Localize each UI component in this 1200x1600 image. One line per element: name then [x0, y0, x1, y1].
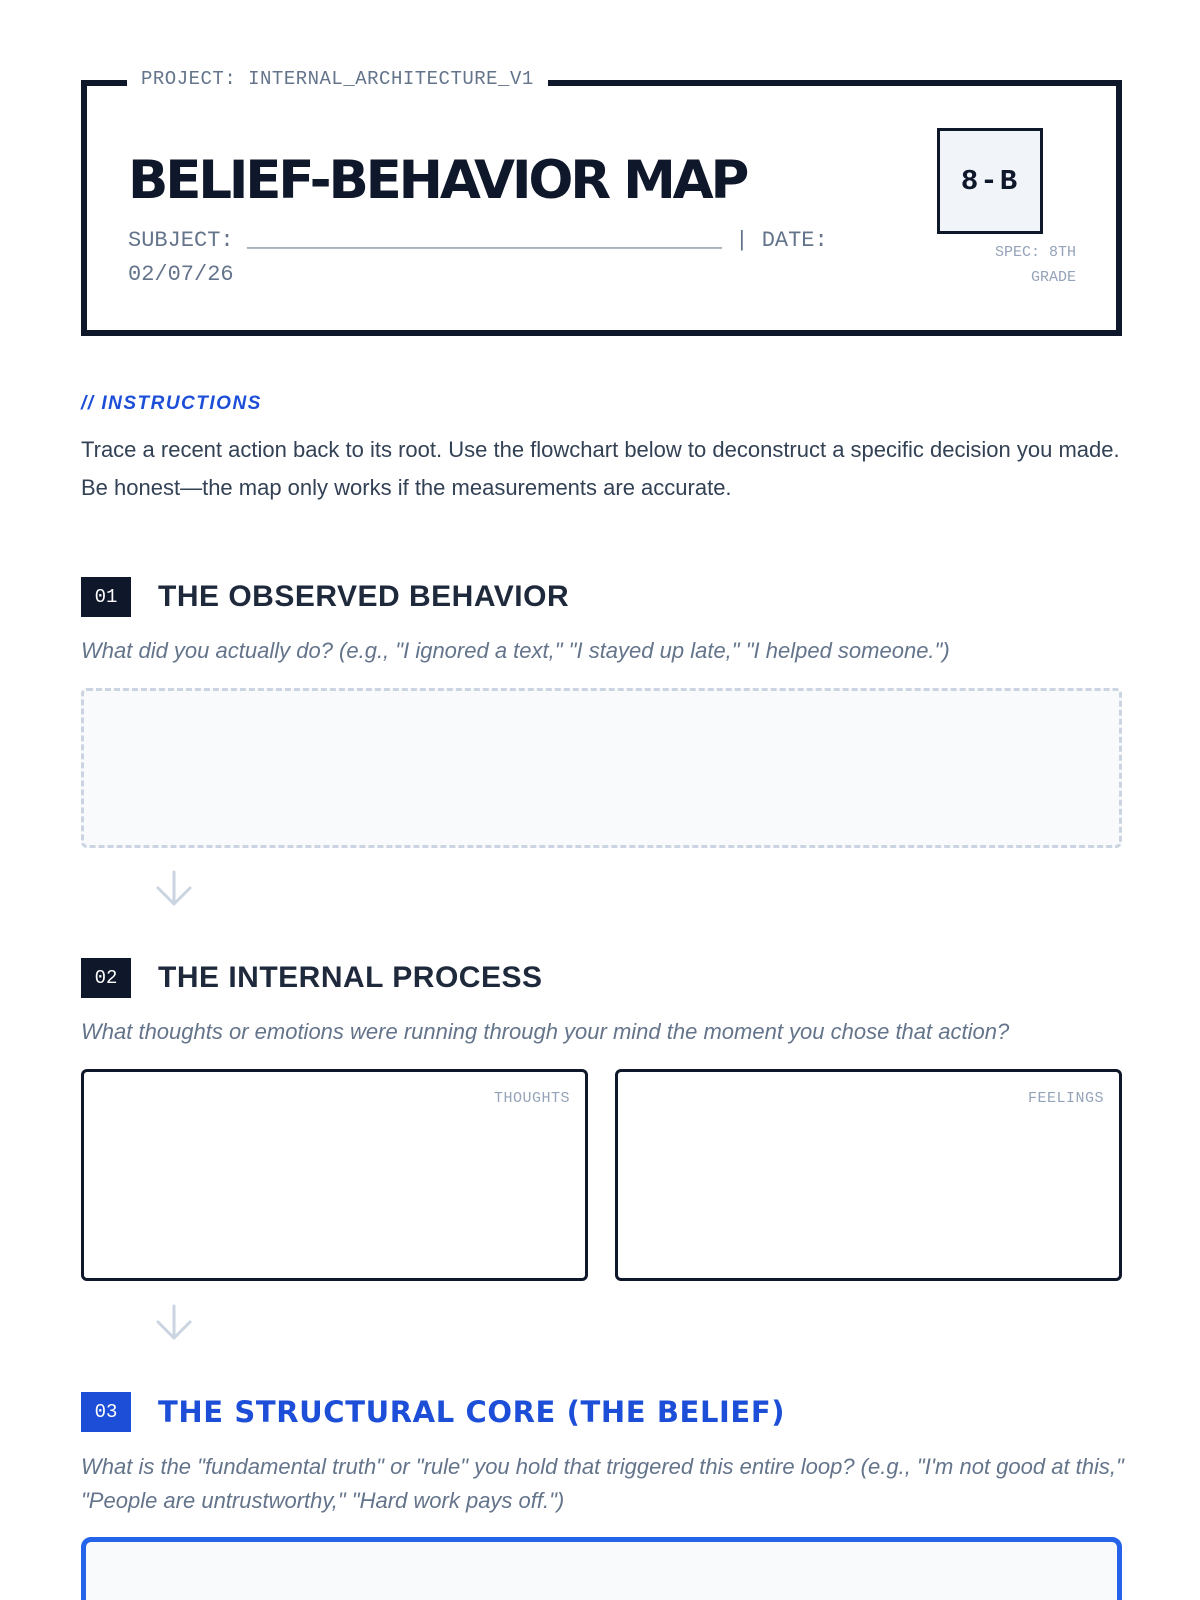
grade-badge: 8-B	[937, 128, 1043, 234]
step-number-03: 03	[81, 1392, 131, 1432]
step-prompt-01: What did you actually do? (e.g., "I ignored a text," "I stayed up late," "I helped someone.")	[81, 638, 950, 663]
behavior-answer-box[interactable]	[81, 688, 1122, 848]
feelings-answer-box[interactable]	[615, 1069, 1122, 1281]
feelings-label: FEELINGS	[1027, 1090, 1104, 1107]
thoughts-answer-box[interactable]	[81, 1069, 588, 1281]
step-prompt-02: What thoughts or emotions were running through your mind the moment you chose that action?	[81, 1019, 1010, 1044]
spec-line-1: SPEC: 8TH	[994, 244, 1076, 261]
thoughts-label: THOUGHTS	[493, 1090, 570, 1107]
page-title: BELIEF-BEHAVIOR MAP	[128, 150, 747, 211]
instructions-text: Trace a recent action back to its root. Use the flowchart below to deconstruct a specific decision you made. Be honest—the map only works if the measurements are accurate.	[81, 437, 1120, 500]
step-number-01: 01	[81, 577, 131, 617]
belief-answer-box[interactable]	[81, 1537, 1122, 1600]
step-title-03: THE STRUCTURAL CORE (THE BELIEF)	[158, 1395, 786, 1429]
spec-line-2: GRADE	[1030, 269, 1076, 286]
spec-label	[950, 240, 1076, 290]
step-prompt-03: What is the "fundamental truth" or "rule" you hold that triggered this entire loop? (e.g., "I'm not good at this," "People are untrustworthy," "Hard work pays off.")	[81, 1454, 1124, 1513]
instructions-label: // INSTRUCTIONS	[81, 393, 262, 414]
step-number-02: 02	[81, 958, 131, 998]
step-title-01: THE OBSERVED BEHAVIOR	[158, 580, 570, 613]
subject-date-line[interactable]: SUBJECT: ____________________________________ | DATE: 02/07/26	[128, 228, 828, 287]
arrow-down-icon	[154, 1302, 194, 1342]
project-tag: PROJECT: INTERNAL_ARCHITECTURE_V1	[127, 66, 548, 92]
arrow-down-icon	[154, 868, 194, 908]
step-title-02: THE INTERNAL PROCESS	[158, 961, 543, 994]
